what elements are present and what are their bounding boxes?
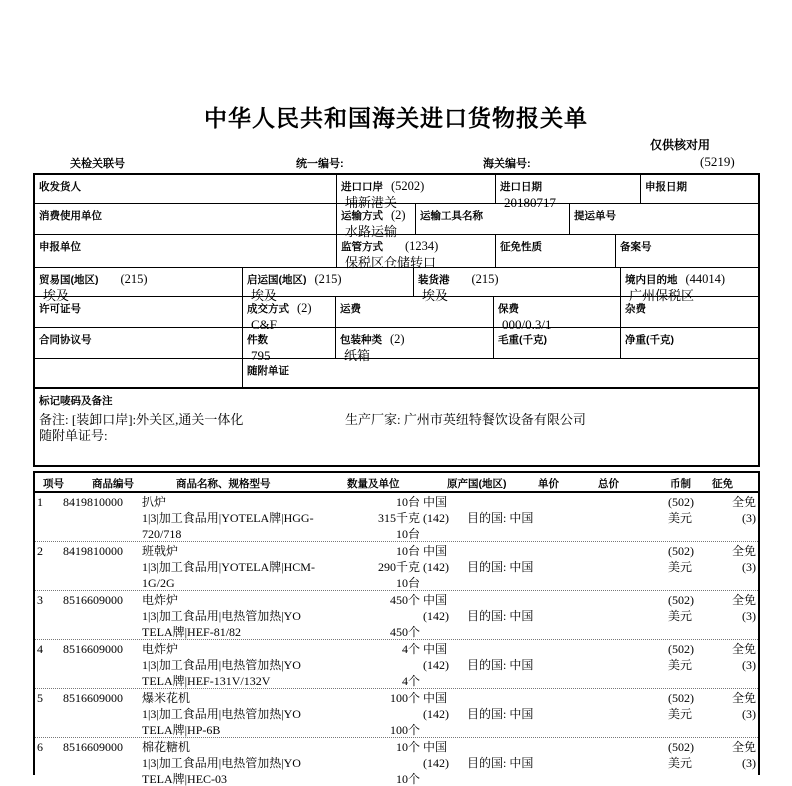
insurance-cell [493, 297, 620, 332]
bill-no-cell [569, 204, 758, 234]
domestic-dest-label: 境内目的地 [625, 274, 678, 286]
table-row [35, 542, 758, 591]
marks-remark: 备注: [装卸口岸]:外关区,通关一体化 [39, 412, 244, 427]
goods-spec-line2: TELA牌|HEF-81/82 [142, 625, 242, 639]
declaration-header-form [33, 173, 760, 467]
import-port-cell [336, 175, 495, 210]
package-type-code: (2) [390, 332, 405, 346]
marks-manufacturer: 生产厂家: 广州市英纽特餐饮设备有限公司 [345, 412, 586, 427]
domestic-dest-code: (44014) [685, 272, 726, 286]
commodity-code: 8419810000 [63, 544, 123, 558]
goods-table-header [35, 473, 758, 493]
marks-section [35, 387, 758, 465]
origin-country: 中国 [423, 691, 448, 705]
loading-port-cell [413, 268, 620, 303]
col-qty-unit: 数量及单位 [347, 478, 400, 490]
consumer-unit-label: 消费使用单位 [39, 210, 102, 222]
exempt-nature-label: 征免性质 [500, 241, 542, 253]
qty-line1: 10台 [395, 495, 420, 509]
form-row-7 [35, 358, 758, 387]
blank-cell [35, 359, 242, 387]
form-row-3 [35, 234, 758, 270]
exempt-value: 全免 [731, 740, 756, 754]
net-weight-cell [620, 328, 758, 358]
currency-name: 美元 [668, 560, 693, 574]
currency-code: (502) [668, 495, 694, 509]
destination-country: 目的国: 中国 [467, 560, 534, 574]
origin-code: (142) [423, 560, 449, 574]
exempt-code: (3) [742, 756, 756, 770]
table-row [35, 689, 758, 738]
transaction-mode-label: 成交方式 [247, 303, 289, 315]
table-row [35, 738, 758, 786]
origin-code: (142) [423, 707, 449, 721]
currency-code: (502) [668, 642, 694, 656]
transport-mode-code: (2) [391, 208, 406, 222]
packages-cell [242, 328, 335, 363]
exempt-value: 全免 [731, 544, 756, 558]
form-row-1 [35, 175, 758, 210]
import-date-label: 进口日期 [500, 181, 542, 193]
item-no: 1 [37, 495, 43, 509]
destination-country: 目的国: 中国 [467, 658, 534, 672]
declare-unit-cell [35, 235, 336, 267]
qty-line3: 10台 [395, 527, 420, 541]
domestic-dest-value: 广州保税区 [629, 288, 695, 303]
item-no: 6 [37, 740, 43, 754]
attached-docs-label: 随附单证 [247, 365, 289, 377]
contract-no-cell [35, 328, 242, 358]
goods-spec-line1: 1|3|加工食品用|YOTELA牌|HCM- [142, 560, 315, 574]
qty-line3: 4个 [401, 674, 420, 688]
form-row-6 [35, 327, 758, 363]
departure-country-code: (215) [314, 272, 342, 286]
transport-mode-label: 运输方式 [341, 210, 383, 222]
qty-line2: 290千克 [377, 560, 420, 574]
freight-cell [335, 297, 493, 327]
exempt-value: 全免 [731, 495, 756, 509]
page-title: 中华人民共和国海关进口货物报关单 [204, 106, 588, 131]
goods-name: 棉花糖机 [142, 740, 191, 754]
currency-code: (502) [668, 691, 694, 705]
exempt-value: 全免 [731, 593, 756, 607]
loading-port-code: (215) [471, 272, 499, 286]
marks-section-label: 标记唛码及备注 [39, 395, 113, 407]
commodity-code: 8516609000 [63, 740, 123, 754]
goods-name: 电炸炉 [142, 593, 179, 607]
goods-spec-line1: 1|3|加工食品用|电热管加热|YO [142, 658, 301, 672]
currency-code: (502) [668, 593, 694, 607]
commodity-code: 8516609000 [63, 593, 123, 607]
import-port-label: 进口口岸 [341, 181, 383, 193]
trade-country-code: (215) [120, 272, 148, 286]
customs-no-code: (5219) [700, 154, 735, 169]
transport-mode-value: 水路运输 [345, 224, 398, 239]
goods-spec-line2: TELA牌|HEC-03 [142, 772, 228, 786]
trade-country-value: 埃及 [43, 288, 70, 303]
domestic-dest-cell [620, 268, 758, 303]
package-type-value: 纸箱 [344, 348, 371, 363]
package-type-label: 包装种类 [340, 334, 382, 346]
qty-line3: 450个 [389, 625, 420, 639]
check-link-no-label: 关检关联号 [70, 158, 125, 170]
exempt-value: 全免 [731, 642, 756, 656]
departure-country-cell [242, 268, 413, 303]
gross-weight-label: 毛重(千克) [498, 334, 547, 346]
import-port-code: (5202) [391, 179, 425, 193]
goods-spec-line2: TELA牌|HEF-131V/132V [142, 674, 271, 688]
currency-code: (502) [668, 544, 694, 558]
misc-fee-label: 杂费 [625, 303, 646, 315]
currency-name: 美元 [668, 511, 693, 525]
qty-line1: 100个 [389, 691, 420, 705]
insurance-label: 保费 [498, 303, 519, 315]
currency-name: 美元 [668, 658, 693, 672]
col-exempt: 征免 [712, 478, 733, 490]
item-no: 4 [37, 642, 43, 656]
col-currency: 币制 [670, 478, 691, 490]
origin-code: (142) [423, 756, 449, 770]
currency-name: 美元 [668, 609, 693, 623]
packages-value: 795 [251, 348, 271, 363]
freight-label: 运费 [340, 303, 361, 315]
consignee-cell [35, 175, 336, 203]
supervision-mode-label: 监管方式 [341, 241, 383, 253]
exempt-code: (3) [742, 707, 756, 721]
form-row-2 [35, 203, 758, 239]
goods-spec-line2: TELA牌|HP-6B [142, 723, 221, 737]
col-name-spec: 商品名称、规格型号 [176, 478, 271, 490]
loading-port-label: 装货港 [418, 274, 450, 286]
import-date-value: 20180717 [504, 195, 556, 210]
trade-country-cell [35, 268, 242, 303]
packages-label: 件数 [247, 334, 268, 346]
table-row [35, 493, 758, 542]
origin-country: 中国 [423, 740, 448, 754]
misc-fee-cell [620, 297, 758, 327]
destination-country: 目的国: 中国 [467, 511, 534, 525]
goods-name: 班戟炉 [142, 544, 179, 558]
goods-spec-line2: 720/718 [142, 527, 182, 541]
transaction-mode-cell [242, 297, 335, 332]
col-origin-country: 原产国(地区) [447, 478, 507, 490]
item-no: 3 [37, 593, 43, 607]
origin-country: 中国 [423, 593, 448, 607]
col-item-no: 项号 [43, 478, 64, 490]
transport-tool-label: 运输工具名称 [420, 210, 483, 222]
currency-name: 美元 [668, 756, 693, 770]
commodity-code: 8419810000 [63, 495, 123, 509]
currency-name: 美元 [668, 707, 693, 721]
goods-name: 扒炉 [142, 495, 167, 509]
supervision-mode-value: 保税区仓储转口 [345, 255, 437, 270]
contract-no-label: 合同协议号 [39, 334, 92, 346]
goods-spec-line1: 1|3|加工食品用|电热管加热|YO [142, 756, 301, 770]
exempt-nature-cell [495, 235, 615, 267]
table-row [35, 591, 758, 640]
commodity-code: 8516609000 [63, 642, 123, 656]
item-no: 5 [37, 691, 43, 705]
transport-mode-cell [336, 204, 415, 239]
qty-line3: 100个 [389, 723, 420, 737]
goods-spec-line2: 1G/2G [142, 576, 175, 590]
departure-country-label: 启运国(地区) [247, 274, 307, 286]
package-type-cell [335, 328, 493, 363]
bill-no-label: 提运单号 [574, 210, 616, 222]
goods-name: 爆米花机 [142, 691, 191, 705]
goods-name: 电炸炉 [142, 642, 179, 656]
insurance-value: 000/0.3/1 [502, 317, 552, 332]
unified-no-label: 统一编号: [296, 158, 344, 170]
declare-date-cell [640, 175, 758, 203]
qty-line1: 10台 [395, 544, 420, 558]
origin-country: 中国 [423, 642, 448, 656]
qty-line3: 10台 [395, 576, 420, 590]
qty-line3: 10个 [395, 772, 420, 786]
gross-weight-cell [493, 328, 620, 358]
col-unit-price: 单价 [538, 478, 559, 490]
origin-country: 中国 [423, 544, 448, 558]
goods-spec-line1: 1|3|加工食品用|电热管加热|YO [142, 707, 301, 721]
goods-spec-line1: 1|3|加工食品用|YOTELA牌|HGG- [142, 511, 314, 525]
attached-docs-cell [242, 359, 758, 387]
record-no-cell [615, 235, 758, 267]
transaction-mode-value: C&F [251, 317, 278, 332]
exempt-code: (3) [742, 511, 756, 525]
check-only-note: 仅供核对用 [650, 138, 711, 152]
item-no: 2 [37, 544, 43, 558]
license-no-cell [35, 297, 242, 327]
transaction-mode-code: (2) [297, 301, 312, 315]
destination-country: 目的国: 中国 [467, 707, 534, 721]
commodity-code: 8516609000 [63, 691, 123, 705]
record-no-label: 备案号 [620, 241, 652, 253]
exempt-value: 全免 [731, 691, 756, 705]
qty-line2: 315千克 [377, 511, 420, 525]
origin-code: (142) [423, 609, 449, 623]
import-port-value: 埔新港关 [345, 195, 398, 210]
loading-port-value: 埃及 [422, 288, 449, 303]
transport-tool-cell [415, 204, 569, 234]
consumer-unit-cell [35, 204, 336, 234]
departure-country-value: 埃及 [251, 288, 278, 303]
supervision-mode-cell [336, 235, 495, 270]
import-date-cell [495, 175, 640, 210]
declare-date-label: 申报日期 [645, 181, 687, 193]
origin-code: (142) [423, 511, 449, 525]
currency-code: (502) [668, 740, 694, 754]
table-row [35, 640, 758, 689]
declare-unit-label: 申报单位 [39, 241, 81, 253]
trade-country-label: 贸易国(地区) [39, 274, 99, 286]
qty-line1: 10个 [395, 740, 420, 754]
col-total-price: 总价 [598, 478, 619, 490]
consignee-label: 收发货人 [39, 181, 81, 193]
destination-country: 目的国: 中国 [467, 756, 534, 770]
qty-line1: 4个 [401, 642, 420, 656]
goods-table [33, 471, 760, 786]
exempt-code: (3) [742, 658, 756, 672]
license-no-label: 许可证号 [39, 303, 81, 315]
qty-line1: 450个 [389, 593, 420, 607]
exempt-code: (3) [742, 560, 756, 574]
marks-attached-doc-no: 随附单证号: [39, 428, 108, 443]
origin-country: 中国 [423, 495, 448, 509]
marks-cell [35, 389, 758, 465]
destination-country: 目的国: 中国 [467, 609, 534, 623]
form-row-4 [35, 267, 758, 303]
net-weight-label: 净重(千克) [625, 334, 674, 346]
exempt-code: (3) [742, 609, 756, 623]
customs-no-label: 海关编号: [483, 158, 531, 170]
goods-spec-line1: 1|3|加工食品用|电热管加热|YO [142, 609, 301, 623]
supervision-mode-code: (1234) [405, 239, 439, 253]
origin-code: (142) [423, 658, 449, 672]
form-row-5 [35, 296, 758, 332]
col-commodity-code: 商品编号 [92, 478, 134, 490]
